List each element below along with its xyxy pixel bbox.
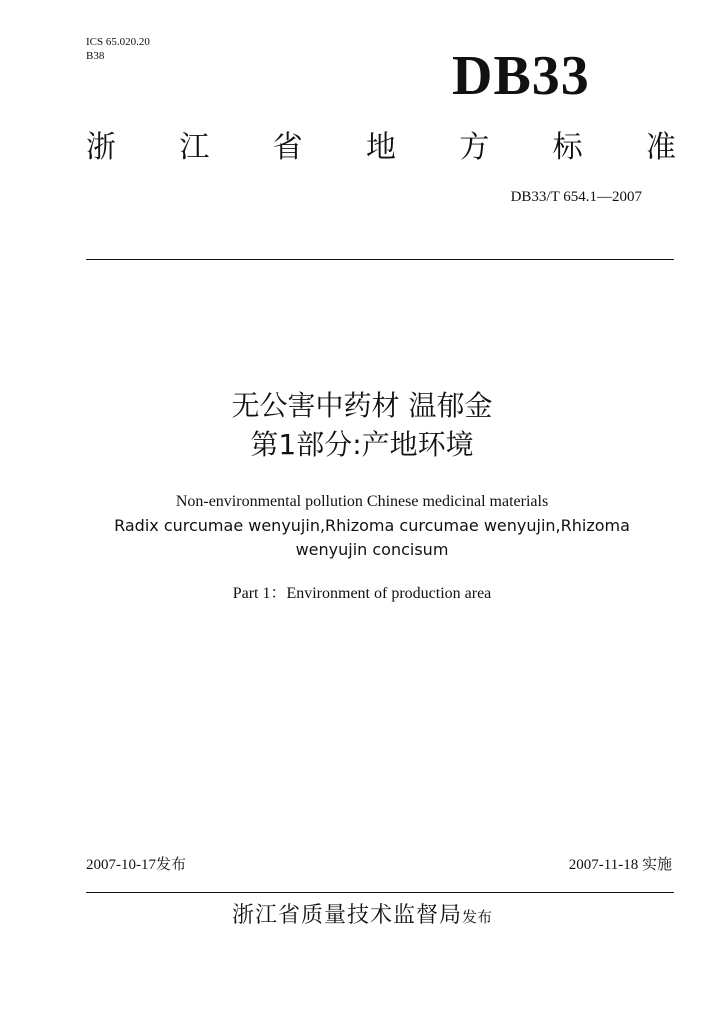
standard-number: DB33/T 654.1—2007 [510,189,642,205]
standard-code-logo: DB33 [452,45,590,107]
english-latin-names: Radix curcumae wenyujin,Rhizoma curcumae wenyujin,Rhizoma wenyujin concisum [114,516,630,559]
standard-type-char: 省 [272,130,303,165]
issuing-authority [0,900,724,933]
implementation-date [569,855,672,874]
header-divider [86,259,674,260]
standard-type-char: 准 [645,130,676,165]
footer-divider [86,892,674,893]
document-subtitle: 第1部分:产地环境 [250,428,474,461]
standard-type-char: 方 [459,130,490,165]
ics-code: ICS 65.020.20 [86,36,150,48]
issue-date-value: 2007-10-17 [86,857,156,873]
issue-date [86,855,186,874]
standard-type-char: 江 [179,130,210,165]
standard-type-char: 地 [365,130,396,165]
document-title: 无公害中药材 温郁金 [231,389,493,422]
standard-type-char: 标 [552,130,583,165]
english-title: Non-environmental pollution Chinese medicinal materials [175,493,549,510]
standard-type-heading [86,128,676,168]
issue-date-label: 发布 [156,855,187,873]
standard-type-char: 浙 [86,130,116,165]
english-part-title: Part 1：Environment of production area [232,585,492,602]
issuer-name: 浙江省质量技术监督局 [231,903,462,928]
implementation-date-label: 实施 [641,855,672,873]
issuer-suffix: 发布 [462,908,493,926]
implementation-date-value: 2007-11-18 [568,857,639,873]
ccs-code: B38 [86,50,105,62]
